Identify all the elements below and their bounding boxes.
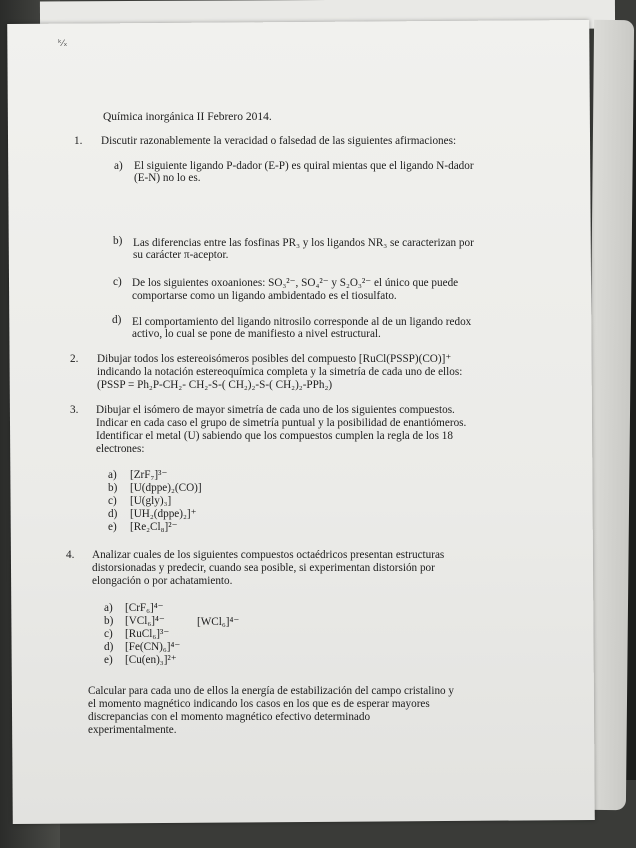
q3-item-label: c) (108, 495, 117, 507)
q1-text: Discutir razonablemente la veracidad o falsedad de las siguientes afirmaciones: (101, 135, 457, 147)
q1a-label: a) (114, 160, 123, 172)
q1b-line1: Las diferencias entre las fosfinas PR₃ y los ligandos NR₃ se caracterizan por (133, 237, 474, 249)
q1-number: 1. (74, 135, 83, 147)
q2-line2: indicando la notación estereoquímica completa y la simetría de cada uno de ellos: (97, 366, 463, 378)
q3-item-text: [ZrF₇]³⁻ (130, 469, 168, 481)
q4-item-label: a) (104, 602, 113, 614)
q3-number: 3. (70, 404, 79, 416)
q4-item-text: [Fe(CN)₆]⁴⁻ (125, 641, 181, 653)
q3-line3: Identificar el metal (U) sabiendo que los compuestos cumplen la regla de los 18 (96, 430, 453, 442)
q3-item-text: [U(gly)₃] (130, 495, 172, 507)
q1d-line1: El comportamiento del ligando nitrosilo corresponde al de un ligando redox (132, 316, 472, 328)
q4-para-line1: Calcular para cada uno de ellos la energía de estabilización del campo cristalino y (88, 685, 455, 697)
q3-item-label: d) (108, 508, 118, 520)
q4-line3: elongación o por achatamiento. (92, 575, 233, 587)
pen-mark: ᵏ⁄ₓ (58, 39, 68, 49)
q4-item-text: [Cu(en)₃]²⁺ (125, 654, 177, 666)
q2-line3: (PSSP = Ph₂P-CH₂- CH₂-S-( CH₂)₂-S-( CH₂)₂-PPh₂) (97, 379, 333, 391)
q3-item-label: a) (108, 469, 117, 481)
q3-item-text: [Re₂Cl₈]²⁻ (130, 521, 178, 533)
q1a-line1: El siguiente ligando P-dador (E-P) es quiral mientas que el ligando N-dador (134, 160, 474, 172)
q4-item-text: [RuCl₆]³⁻ (125, 628, 170, 640)
q4-para-line3: discrepancias con el momento magnético efectivo determinado (88, 711, 371, 723)
q1c-line2: comportarse como un ligando ambidentado es el tiosulfato. (132, 290, 397, 302)
q3-item-text: [U(dppe)₂(CO)] (130, 482, 202, 494)
q2-number: 2. (70, 353, 79, 365)
q3-item-label: e) (108, 521, 117, 533)
q3-line2: Indicar en cada caso el grupo de simetría puntual y la posibilidad de enantiómeros. (96, 417, 467, 429)
q4-para-line4: experimentalmente. (88, 724, 177, 736)
q3-item-label: b) (108, 482, 118, 494)
q1c-line1: De los siguientes oxoaniones: SO₃²⁻, SO₄²⁻ y S₂O₃²⁻ el único que puede (132, 277, 459, 289)
q4-number: 4. (66, 549, 75, 561)
q1d-label: d) (112, 314, 122, 326)
q1c-label: c) (113, 276, 122, 288)
q3-line4: electrones: (96, 443, 145, 455)
q4-para-line2: el momento magnético indicando los casos en los que es de esperar mayores (88, 698, 430, 710)
q4-item-extra: [WCl₆]⁴⁻ (197, 616, 240, 628)
q1d-line2: activo, lo cual se pone de manifiesto a nivel estructural. (132, 328, 381, 340)
q4-item-label: e) (104, 654, 113, 666)
q4-item-text: [VCl₆]⁴⁻ (125, 615, 165, 627)
q3-line1: Dibujar el isómero de mayor simetría de cada uno de los siguientes compuestos. (96, 404, 455, 416)
q1a-line2: (E-N) no lo es. (134, 172, 201, 184)
q1b-line2: su carácter π-aceptor. (133, 249, 229, 261)
q4-line2: distorsionadas y predecir, cuando sea posible, si experimentan distorsión por (92, 562, 435, 574)
q1b-label: b) (113, 235, 123, 247)
exam-title: Química inorgánica II Febrero 2014. (103, 111, 272, 123)
q4-item-label: d) (104, 641, 114, 653)
q4-item-text: [CrF₆]⁴⁻ (125, 602, 164, 614)
q4-item-label: c) (104, 628, 113, 640)
q3-item-text: [UH₂(dppe)₂]⁺ (130, 508, 197, 520)
q4-line1: Analizar cuales de los siguientes compuestos octaédricos presentan estructuras (92, 549, 445, 561)
q4-item-label: b) (104, 615, 114, 627)
q2-line1: Dibujar todos los estereoisómeros posibles del compuesto [RuCl(PSSP)(CO)]⁺ (97, 353, 452, 365)
